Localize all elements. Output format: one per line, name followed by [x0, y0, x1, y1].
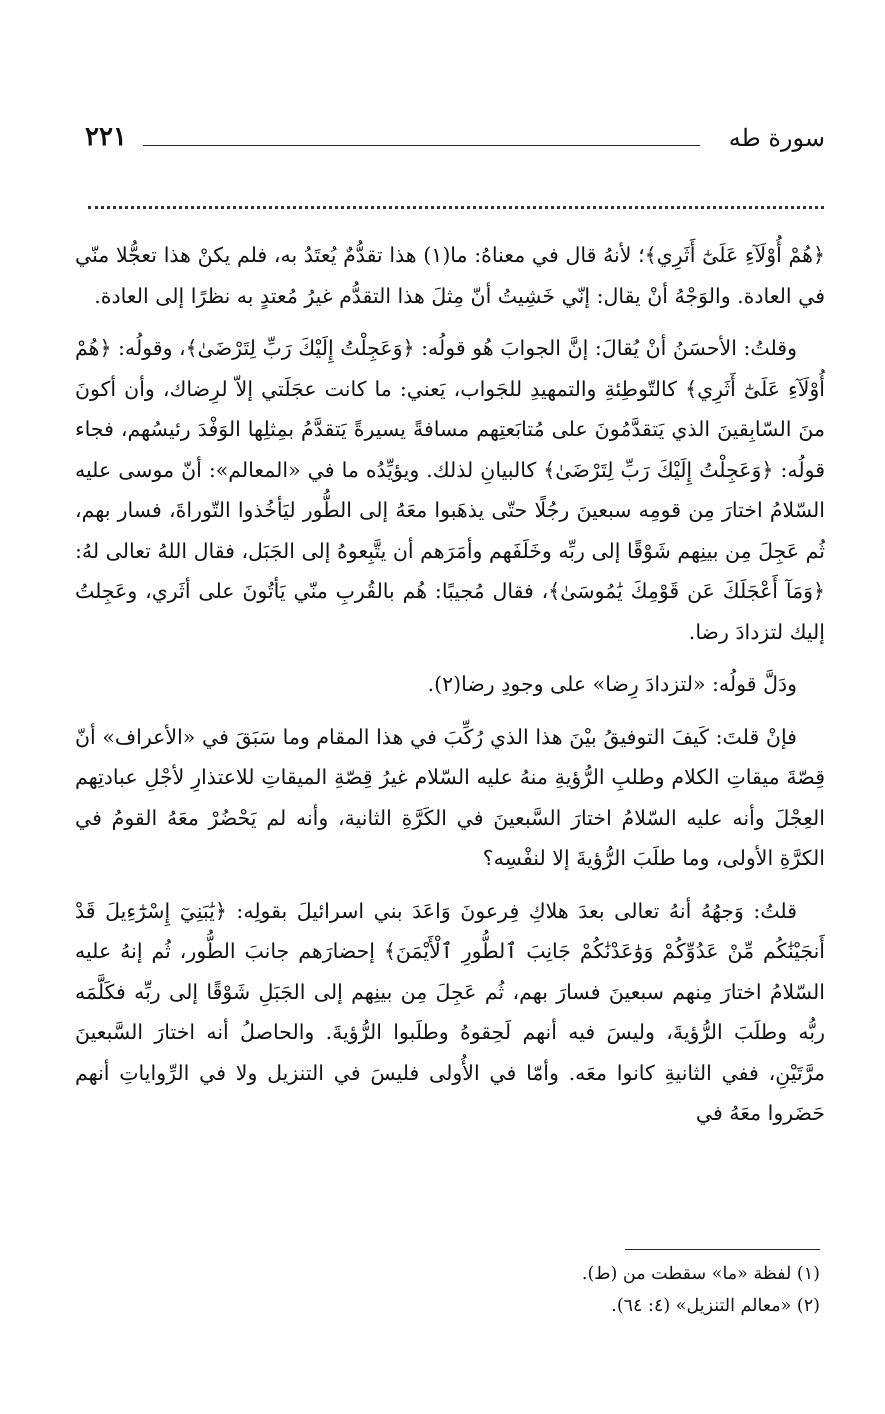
- dotted-separator: [88, 206, 824, 209]
- page-number: ٢٢١: [85, 122, 127, 152]
- header-rule: [143, 145, 700, 146]
- footnote: (٢) «معالم التنزيل» (٤: ٦٤).: [611, 1296, 820, 1316]
- paragraph: قلتُ: وَجهُهُ أنهُ تعالى بعدَ هلاكِ فِرعونَ وَاعَدَ بني اسرائيلَ بقولِه: ﴿يَٰبَنِيٓ إِسْرَٰٓءِيلَ قَدْ أَنجَيْنَٰكُم مِّنْ عَدُوِّكُمْ وَوَٰعَدْنَٰكُمْ جَانِبَ ٱلطُّورِ ٱلْأَيْمَنَ﴾ إحضارَهم جانبَ الطُّور، ثُم إنهُ عليه السّلامُ اختارَ مِنهم سبعينَ فسارَ بهم، ثُم عَجِلَ مِن بينِهم إلى الجَبَلِ شَوْقًا إلى ربِّه فكَلَّمَه ربُّه وطلَبَ الرُّؤيةَ، وليسَ فيه أنهم لَحِقوهُ وطلَبوا الرُّؤيةَ. والحاصلُ أنه اختارَ السَّبعينَ مرَّتَيْنِ، ففي الثانيةِ كانوا معَه. وأمّا في الأُولى فليسَ في التنزيل ولا في الرِّواياتِ أنهم حَضَروا معَهُ في: [75, 898, 825, 1125]
- footnote: (١) لفظة «ما» سقطت من (ط).: [581, 1264, 820, 1284]
- page-header: [85, 118, 825, 162]
- paragraph: ودَلَّ قولُه: «لتزدادَ رِضا» على وجودِ رضا(٢).: [427, 672, 797, 696]
- footnote-rule: [625, 1249, 820, 1250]
- paragraph: فإنْ قلتَ: كَيفَ التوفيقُ بيْنَ هذا الذي رُكِّبَ في هذا المقام وما سَبَقَ في «الأعراف» أنّ قِصّةَ ميقاتِ الكلام وطلبِ الرُّؤيةِ منهُ عليه السّلام غيرُ قِصّةِ الميقاتِ للاعتذارِ لأجْلِ عبادتِهم العِجْلَ وأنه عليه السّلامُ اختارَ السَّبعينَ في الكَرَّةِ الثانية، وأنه لم يَحْضُرْ معَهُ القومُ في الكرَّةِ الأولى، وما طلَبَ الرُّؤيةَ إلا لنفْسِه؟: [75, 724, 825, 870]
- paragraph: وقلتُ: الأحسَنُ أنْ يُقالَ: إنَّ الجوابَ هُو قولُه: ﴿وَعَجِلْتُ إِلَيْكَ رَبِّ لِتَرْضَىٰ﴾، وقولُه: ﴿هُمْ أُوْلَآءِ عَلَىٰٓ أَثَرِي﴾ كالتّوطِئةِ والتمهيدِ للجَواب، يَعني: ما كانت عجَلَتي إلاّ لرِضاك، وأن أكونَ منَ السّابِقينَ الذي يَتقدَّمُونَ على مُتابَعتِهم مسافةً يسيرةً يَتقدَّمُ بمِثلِها الوَفْدَ رئيسُهم، فجاء قولُه: ﴿وَعَجِلْتُ إِلَيْكَ رَبِّ لِتَرْضَىٰ﴾ كالبيانِ لذلك. ويؤيِّدُه ما في «المعالم»: أنّ موسى عليه السّلامُ اختارَ مِن قومِه سبعينَ رجُلًا حتّى يذهَبوا معَهُ إلى الطُّور ليَأخُذوا التّوراةَ، فسار بهم، ثُم عَجِلَ مِن بينِهم شَوْقًا إلى ربِّه وخَلَفَهم وأمَرَهم أن يتَّبِعوهُ إلى الجَبَل، فقال اللهُ تعالى لهُ: ﴿وَمَآ أَعْجَلَكَ عَن قَوْمِكَ يَٰمُوسَىٰ﴾، فقال مُجيبًا: هُم بالقُربِ منّي يَأتُونَ على أثَري، وعَجِلتُ إليك لتزدادَ رضا.: [75, 336, 825, 644]
- surah-title: سورة طه: [728, 124, 825, 152]
- paragraph: ﴿هُمْ أُوْلَآءِ عَلَىٰٓ أَثَرِي﴾؛ لأنهُ قال في معناهُ: ما(١) هذا تقدُّمٌ يُعتَدُ به، فلم يكنْ هذا تعجُّلا منّي في العادة. والوَجْهُ أنْ يقال: إنّي خَشِيتُ أنّ مِثلَ هذا التقدُّم غيرُ مُعتدٍ به نظرًا إلى العادة.: [75, 243, 825, 308]
- main-text: [75, 235, 825, 1146]
- footnotes: [75, 1258, 820, 1322]
